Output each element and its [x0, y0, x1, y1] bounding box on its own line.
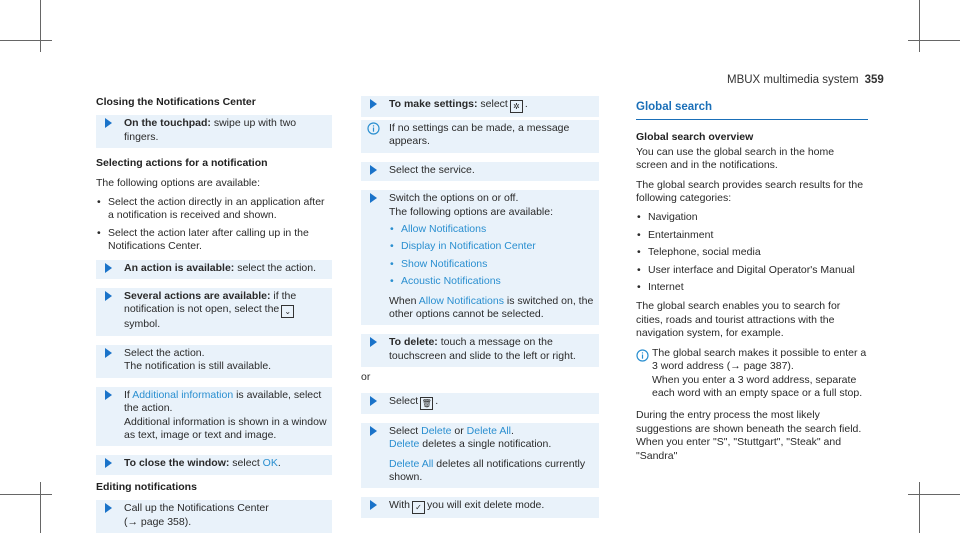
list-item: • Telephone, social media — [636, 246, 868, 259]
or-text: or — [361, 371, 371, 384]
crop-mark — [908, 494, 960, 495]
crop-mark — [0, 40, 52, 41]
step-select-trash: Select 🗑 . — [361, 393, 599, 414]
section-title: Global search — [636, 101, 868, 120]
step-arrow-icon — [105, 348, 112, 358]
info-icon — [367, 122, 380, 135]
crop-mark — [919, 482, 920, 533]
delete-all-link: Delete All — [466, 424, 511, 437]
step-select-delete: Select Delete or Delete All. Delete deletes a single notification. Delete All deletes all notifications currently shown. — [361, 423, 599, 489]
step-touchpad: On the touchpad: swipe up with two fingers. — [96, 115, 332, 148]
crop-mark — [40, 482, 41, 533]
page-header — [727, 74, 884, 86]
step-make-settings: To make settings: select ✲ . — [361, 96, 599, 117]
provides-text: The global search provides search results for the following categories: — [636, 178, 864, 205]
step-arrow-icon — [105, 263, 112, 273]
during-text: During the entry process the most likely suggestions are shown beneath the search field. When you enter "S", "Stuttgart", "Steak" and "Sandra" — [636, 409, 862, 462]
step-several-actions: Several actions are available: if the notification is not open, select the ⌄symbol. — [96, 288, 332, 336]
step-one-action: An action is available: select the action. — [96, 260, 332, 279]
crop-mark — [0, 494, 52, 495]
step-arrow-icon — [105, 458, 112, 468]
header-title: MBUX multimedia system — [727, 74, 859, 86]
selecting-list — [96, 196, 332, 254]
chevron-down-icon: ⌄ — [281, 305, 294, 318]
info-note: If no settings can be made, a message appears. — [361, 120, 599, 153]
crop-mark — [919, 0, 920, 52]
overview-title: Global search overview — [636, 131, 754, 144]
step-close-window: To close the window: select OK. — [96, 455, 332, 474]
step-arrow-icon — [370, 337, 377, 347]
option-show-notifications: • Show Notifications — [389, 258, 595, 271]
ok-link: OK — [262, 457, 278, 470]
list-item: • Select the action later after calling up in the Notifications Center. — [96, 227, 332, 254]
step-select-action: Select the action. The notification is still available. — [96, 345, 332, 378]
step-arrow-icon — [370, 426, 377, 436]
overview-text: You can use the global search in the home screen and in the notifications. — [636, 145, 835, 172]
info-note: The global search makes it possible to enter a 3 word address (→ page 387). When you enter a 3 word address, separate each word with an empty space or a full stop. — [636, 347, 868, 401]
step-arrow-icon — [105, 291, 112, 301]
step-arrow-icon — [370, 396, 377, 406]
selecting-intro: The following options are available: — [96, 176, 261, 189]
list-item: • User interface and Digital Operator's Manual — [636, 264, 868, 277]
crop-mark — [908, 40, 960, 41]
options-list — [389, 223, 595, 289]
step-arrow-icon — [105, 118, 112, 128]
list-item: • Entertainment — [636, 229, 868, 242]
categories-list — [636, 211, 868, 294]
list-item: • Select the action directly in an application after a notification is received and shown. — [96, 196, 332, 223]
step-arrow-icon — [370, 165, 377, 175]
step-arrow-icon — [105, 390, 112, 400]
step-additional-info: If Additional information is available, select the action. Additional information is shown in a window as text, image or text and image. — [96, 387, 332, 447]
option-acoustic-notifications: • Acoustic Notifications — [389, 275, 595, 288]
step-arrow-icon — [105, 503, 112, 513]
additional-information-link: Additional information — [132, 388, 234, 401]
column-right — [636, 96, 868, 469]
column-middle — [361, 96, 599, 527]
step-delete: To delete: touch a message on the touchscreen and slide to the left or right. — [361, 334, 599, 367]
enables-text: The global search enables you to search for cities, roads and tourist attractions with the navigation system, for example. — [636, 300, 841, 340]
trash-icon: 🗑 — [421, 398, 432, 408]
step-exit-delete: With ✓ you will exit delete mode. — [361, 497, 599, 518]
delete-link: Delete — [421, 424, 452, 437]
option-allow-notifications: • Allow Notifications — [389, 223, 595, 236]
step-arrow-icon — [370, 193, 377, 203]
column-left — [96, 96, 332, 542]
editing-title: Editing notifications — [96, 480, 197, 493]
checkmark-icon: ✓ — [412, 501, 425, 514]
crop-mark — [40, 0, 41, 52]
step-arrow-icon — [370, 500, 377, 510]
closing-title: Closing the Notifications Center — [96, 96, 256, 108]
list-item: • Internet — [636, 281, 868, 294]
allow-notifications-link: Allow Notifications — [418, 294, 504, 307]
info-icon — [636, 349, 649, 362]
page-number: 359 — [864, 74, 884, 86]
list-item: • Navigation — [636, 211, 868, 224]
selecting-title: Selecting actions for a notification — [96, 157, 268, 170]
step-switch-options: Switch the options on or off. The following options are available: • Allow Notifications • Display in Notification Center • Show Notifications • Acoustic Notifications When Allow Notifications is switched on, the other options cannot be selected. — [361, 190, 599, 325]
step-select-service: Select the service. — [361, 162, 599, 181]
gear-icon: ✲ — [510, 100, 523, 113]
step-call-up: Call up the Notifications Center (→ page 358). — [96, 500, 332, 533]
step-arrow-icon — [370, 99, 377, 109]
option-display-in-center: • Display in Notification Center — [389, 240, 595, 253]
